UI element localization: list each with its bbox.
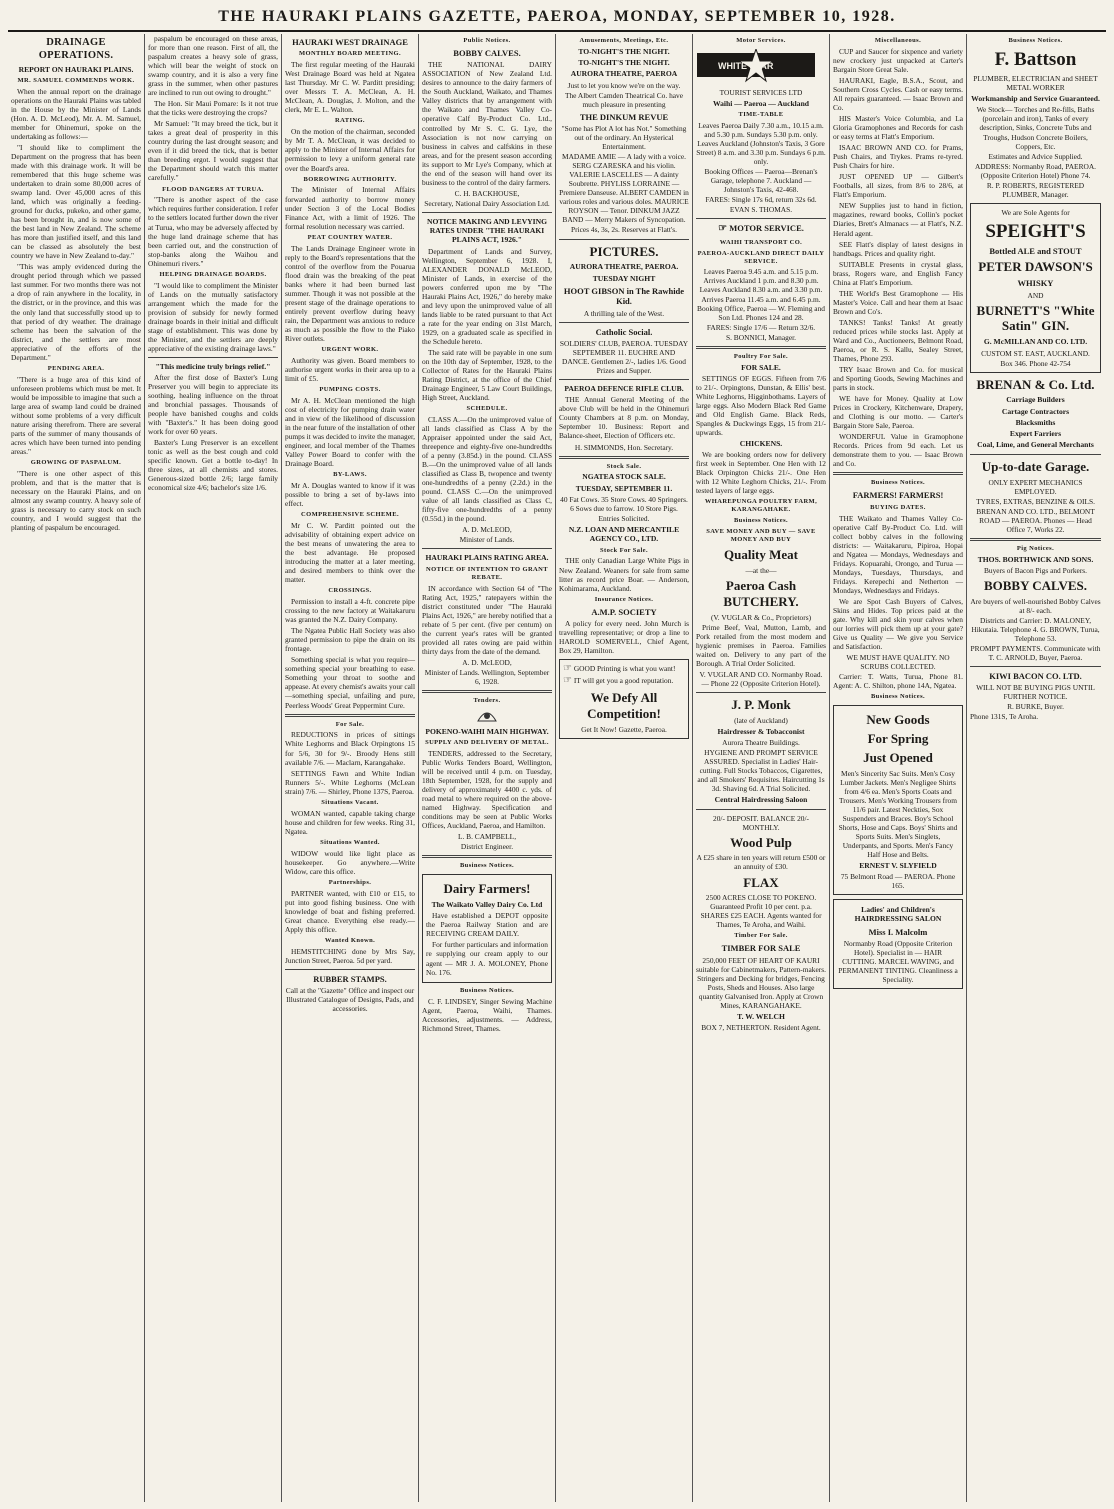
prices: Prices 4s, 3s, 2s. Reserves at Flatt's. <box>570 225 678 235</box>
paragraph: Something special is what you require—something special your breathing to ease. Something your throat to soothe and appease. At every chemist's awaits your call—something special, unfailing and pure, Peerless Woods' Great Peppermint Cure. <box>285 655 416 710</box>
section-label: Business Notices. <box>459 862 515 870</box>
subheading: FLOOD DANGERS AT TURUA. <box>162 185 264 193</box>
stock-list: 40 Fat Cows. 35 Store Cows. 40 Springers. 6 Sows due to farrow. 10 Store Pigs. <box>560 494 688 513</box>
paragraph: On the motion of the chairman, seconded by Mr T. A. McClean, it was decided to apply to the Minister of Internal Affairs for permission to levy a uniform general rate over the Board's area. <box>285 127 415 173</box>
ad-text: 20/- DEPOSIT. BALANCE 20/- MONTHLY. <box>713 813 809 832</box>
section-label: Partnerships. <box>328 878 372 886</box>
subheading: URGENT WORK. <box>321 345 379 353</box>
section-label: Business Notices. <box>1008 37 1063 44</box>
section-label: Situations Wanted. <box>320 838 380 846</box>
address: CUSTOM ST. EAST, AUCKLAND. <box>981 348 1090 358</box>
paragraph: Carrier: T. Watts, Turua, Phone 81. Agent: A. C. Shilton, phone 14A, Ngatea. <box>833 672 963 691</box>
ad-text <box>563 663 685 675</box>
ad-text: Booking Offices — Paeroa—Brenan's Garage, telephone 7. Auckland — Johnston's Taxis, 42-468. <box>704 167 818 195</box>
ad-text: Have established a DEPOT opposite the Paeroa Railway Station and are RECEIVING CREAM DAILY. <box>426 911 548 939</box>
classified-ad: SUITABLE Presents in crystal glass, brass, Rogers ware, and English Fancy China at Flatt's Emporium. <box>833 259 963 287</box>
fares: FARES: Single 17s 6d, return 32s 6d. <box>705 195 817 205</box>
paragraph: CLASS A.—On the unimproved value of all lands classified as Class A by the Appraiser appointed under the said Act, threepence and eighty-five one-hundredths of a penny (3.85d.) in the pound. CLASS B.—On the unimproved value of all lands classified as Class B, twopence and twenty one-hundredths of a penny (2.2d.) in the pound. CLASS C.—On the unimproved value of all lands classified as Class C, fifty-five one-hundredths of a penny (0.55d.) in the pound. <box>422 414 552 524</box>
paragraph: The said rate will be payable in one sum on the 10th day of September, 1928, to the Collector of Rates for the Hauraki Plains Rating District, at the office of the Chief Drainage Engineer, 5 Law Court Buildings, High Street, Auckland. <box>422 347 552 403</box>
ad-headline: J. P. Monk <box>731 696 791 712</box>
classified-ad: CUP and Saucer for sixpence and variety new crockery just unpacked at Carter's Bargain Store Great Sale. <box>833 46 963 74</box>
ad-headline: Quality Meat <box>723 547 798 563</box>
paragraph: Mr A. H. McClean mentioned the high cost of electricity for pumping drain water and in view of the likelihood of discussion in the near future of the installation of other pumps it was decided to invite the manager, engineer, and local member of the Thames Valley Power Board to confer with the Drainage Board. <box>285 395 415 469</box>
classified-ad: WIDOW would like light place as housekeeper. Go anywhere.—Write Widow, care this office. <box>285 848 415 876</box>
logo-text-left: WHITE STAR <box>718 60 774 71</box>
ad-headline: FARMERS! FARMERS! <box>852 490 944 501</box>
signature: EVAN S. THOMAS. <box>729 205 793 215</box>
phone: Phone 131S, Te Aroha. <box>970 712 1039 722</box>
ad-text: AND <box>1027 290 1044 300</box>
divider <box>422 212 552 213</box>
subheading: BORROWING AUTHORITY. <box>303 175 397 183</box>
ad-text: The Albert Camden Theatrical Co. have much pleasure in presenting <box>564 90 684 109</box>
paragraph: IN accordance with Section 64 of "The Rating Act, 1925," ratepayers within the district constituted under "The Hauraki Plains Act, 1926," are hereby notified that a rebate of 5 per cent. (five per centum) on the current year's rates will be granted provided all rates owing are paid within thirty days from the date of the demand. <box>422 583 552 656</box>
signature: WHAREPUNGA POULTRY FARM, KARANGAHAKE. <box>704 498 818 514</box>
masthead: THE HAURAKI PLAINS GAZETTE, PAEROA, MONDAY, SEPTEMBER 10, 1928. <box>8 4 1106 32</box>
paragraph: We are Spot Cash Buyers of Calves, Skins and Hides. Top prices paid at the gate. Why kill and skin your calves when our lorries will pick them up at your gate? Give us Quality — We give you Service and Satisfaction. <box>833 596 963 651</box>
ad-subheadline: The Waikato Valley Dairy Co. Ltd <box>431 900 543 910</box>
section-label: Wanted Known. <box>324 936 376 944</box>
notice-subtitle: TUESDAY, SEPTEMBER 11. <box>575 483 673 493</box>
notice-title: FOR SALE. <box>741 362 781 372</box>
paragraph: "I would like to compliment the Minister of Lands on the mutually satisfactory arrangement which the made for the provision of subsidy for newly formed drainage boards in their initial and difficult stage of establishment. This was done by the Minister, and the settlers are deeply appreciative of the existing drainage laws." <box>148 280 278 353</box>
column-1 <box>8 34 145 1502</box>
pointing-hand-icon: ☞ <box>563 663 572 674</box>
brand-subtitle: TOURIST SERVICES LTD <box>719 87 803 97</box>
divider <box>696 809 826 810</box>
timetable: Leaves Paeroa Daily 7.30 a.m., 10.15 a.m. and 5.30 p.m. Sundays 5.30 p.m. only. Leaves Auckland (Johnston's Taxis, 3 Gore Street) 8 a.m. and 3.30 p.m. Sundays 6 p.m. only. <box>696 121 826 167</box>
classified-ad: WOMAN wanted, capable taking charge house and children for few weeks. Ring 31, Ngatea. <box>285 808 415 836</box>
ad-text: (late of Auckland) <box>734 715 788 725</box>
section-label: Business Notices. <box>870 693 926 701</box>
address: BRENAN AND CO. LTD., BELMONT ROAD — PAEROA. Phones — Head Office 7, Works 22. <box>976 506 1095 534</box>
ad-headline: SPEIGHT'S <box>985 220 1086 242</box>
ad-headline: Just Opened <box>863 749 933 765</box>
paragraph: Authority was given. Board members to authorise urgent works in their area up to a limit of £5. <box>285 355 415 383</box>
ad-text: Buyers of Bacon Pigs and Porkers. <box>983 565 1088 575</box>
signature: L. B. CAMPBELL, <box>457 832 517 842</box>
classified-ad: SEE Flatt's display of latest designs in handbags. Prices and quality right. <box>833 239 963 258</box>
classified-ad: JUST OPENED UP — Gilbert's Footballs, all sizes, from 8/6 to 28/6, at Flatt's Emporium. <box>833 172 963 200</box>
ad-headline: Up-to-date Garage. <box>981 458 1090 474</box>
divider <box>285 714 415 717</box>
paragraph: "There is one other aspect of this problem, and that is the matter that is necessary on the Hauraki Plains, and on almost any swamp country. A heavy sole of grass is necessary to carry stock on such country, and I would suggest that the planting of paspalum be encouraged. <box>11 468 141 533</box>
notice-title: NOTICE MAKING AND LEVYING RATES UNDER "THE HAURAKI PLAINS ACT, 1926." <box>426 216 548 245</box>
service-line: Cartage Contractors <box>1001 406 1070 416</box>
notice-title: HAURAKI PLAINS RATING AREA. <box>425 553 549 563</box>
ad-text: Just to let you know we're on the way. <box>567 80 681 90</box>
column-8 <box>967 34 1104 1502</box>
signature: G. McMILLAN AND CO. LTD. <box>983 337 1088 347</box>
subheading: TIME-TABLE <box>738 111 784 119</box>
signature: N.Z. LOAN AND MERCANTILE AGENCY CO., LTD. <box>568 525 680 544</box>
ad-subheadline: Bottled ALE and STOUT <box>989 245 1082 256</box>
ad-text: Are buyers of well-nourished Bobby Calves at 8/- each. <box>970 596 1101 615</box>
ad-headline: RUBBER STAMPS. <box>313 973 387 984</box>
ad-text: We are Sole Agents for <box>1001 207 1070 217</box>
ad-text: Get It Now! Gazette, Paeroa. <box>581 725 667 735</box>
column-7 <box>830 34 967 1502</box>
column-6 <box>693 34 830 1502</box>
product-list: Men's Sincerity Sac Suits. Men's Cosy Lumber Jackets. Men's Negligee Shirts from 4/6 ea. Men's Sports Coats and Trousers. Men's Working Trousers from 11/6 pair. Latest Neckties, Sox Suspenders and Braces. Boy's School Shorts, Hose and Caps. Boys' Shirts and Sports Suits. Men's Singlets, Underpants, and Sports. Men's Fancy Half Hose and Belts. <box>838 768 958 859</box>
section-label: Stock Sale. <box>606 462 642 470</box>
ad-headline: "This medicine truly brings relief." <box>155 361 271 371</box>
ad-text: A thrilling tale of the West. <box>583 308 665 318</box>
divider <box>970 454 1101 455</box>
section-label: Motor Services. <box>736 37 786 44</box>
divider <box>970 666 1101 667</box>
subheading: CROSSINGS. <box>328 587 372 595</box>
service-line: Carriage Builders <box>1006 395 1065 405</box>
paragraph: The Hon. Sir Maui Pomare: Is it not true that the ticks were destroying the crops? <box>148 99 278 118</box>
signature: R. P. ROBERTS, REGISTERED PLUMBER, Manager. <box>986 180 1085 199</box>
ad-headline: PICTURES. <box>589 243 659 259</box>
divider <box>422 855 552 858</box>
paragraph: Mr Samuel: "It may breed the tick, but it takes a great deal of prosperity in this country during the last drought season; and even if it did breed the tick, that is better than breeding ergot. I would suggest that the Department should watch this matter carefully." <box>148 119 278 183</box>
signature-title: District Engineer. <box>460 842 514 852</box>
classified-ad: THE only Canadian Large White Pigs in New Zealand. Weaners for sale from same litter as record price Boar. — Anderson, Kohimarama, Auckland. <box>559 556 689 593</box>
section-label: Insurance Notices. <box>594 595 654 603</box>
venue: AURORA THEATRE, PAEROA. <box>569 262 679 272</box>
subheading: GROWING OF PASPALUM. <box>30 458 122 466</box>
divider <box>696 346 826 349</box>
signature: R. BURKE, Buyer. <box>1007 702 1064 712</box>
paragraph: After the first dose of Baxter's Lung Preserver you will begin to appreciate its soothing, healing influence on the throat and bronchial passages. Thousands of people have banished coughs and colds with "Baxter's." It has been doing good work for over 60 years. <box>148 373 278 437</box>
ad-text: SOLDIERS' CLUB, PAEROA. TUESDAY SEPTEMBER 11. EUCHRE AND DANCE. Gentlemen 2/-, ladies 1/6. Good Prizes and Supper. <box>559 338 689 376</box>
section-label: Business Notices. <box>459 986 515 994</box>
paragraph: TENDERS, addressed to the Secretary, Public Works Tenders Board, Wellington, will be received until 4 p.m. on Tuesday, 18th September, 1928, for the supply and delivery of approximately 4400 c. yds. of road metal to where required on the above-named Highway. Specification and conditions may be seen at Public Works Offices, Auckland, Paeroa, and Hamilton. <box>422 748 552 831</box>
signature: ERNEST V. SLYFIELD <box>859 860 937 870</box>
ad-text: "Some has Plot A lot has Not." Something out of the ordinary. An Hysterical Entertainment. <box>561 124 687 152</box>
phone: Box 346. Phone 42-754 <box>1000 358 1071 368</box>
signature-title: Minister of Lands. Wellington, September 6, 1928. <box>424 667 550 686</box>
ad-headline: TO-NIGHT'S THE NIGHT. <box>578 46 670 56</box>
subheading: PUMPING COSTS. <box>319 385 381 393</box>
paragraph: Mr C. W. Parditt pointed out the advisability of obtaining expert advice on the best means of unwatering the area to the best advantage. He proposed introducing the matter at a later meeting, and desired members to think over the matter. <box>285 521 415 585</box>
divider <box>970 538 1101 541</box>
subheading: PEAT COUNTRY WATER. <box>307 233 393 241</box>
notice-subtitle: NOTICE OF INTENTION TO GRANT REBATE. <box>426 565 548 581</box>
divider <box>559 379 689 380</box>
ad-headline: THOS. BORTHWICK AND SONS. <box>977 554 1094 564</box>
ad-headline: FLAX <box>743 874 779 890</box>
paragraph: Prime Beef, Veal, Mutton, Lamb, and Pork retailed from the most modern and hygienic premises in Paeroa. Families waited on. Delivery to any part of the Borough. A Trial Order Solicited. <box>696 622 826 668</box>
section-label: Business Notices. <box>870 479 926 487</box>
signature: V. VUGLAR AND CO. Normanby Road. — Phone 22 (Opposite Criterion Hotel). <box>699 669 823 688</box>
notice-subtitle: SUPPLY AND DELIVERY OF METAL. <box>425 739 549 747</box>
signature: A. D. McLEOD, <box>462 525 512 535</box>
ad-headline: Paeroa Cash BUTCHERY. <box>723 577 799 609</box>
ad-text: 250,000 FEET OF HEART OF KAURI suitable for Cabinetmakers, Pattern-makers. Stringers and Decking for bridges, Fencing Posts, Sheds and Houses. Also large quantity Galvanised Iron. Apply at Crown Mines, KARANGAHAKE. <box>696 955 826 1010</box>
paragraph: Department of Lands and Survey, Wellington, September 6, 1928. I, ALEXANDER DONALD McLEOD, Minister of Lands, in exercise of the powers conferred upon me by "The Hauraki Plains Act, 1926," do hereby make and levy upon the unimproved value of all lands liable to be rated pursuant to that Act a rate for the year ending on 31st March, 1929, on a graduated scale as specified in the Schedule hereto. <box>422 246 552 346</box>
notice-title: CHICKENS. <box>739 439 783 449</box>
signature: T. W. WELCH <box>737 1011 785 1021</box>
classified-ad: HAURAKI, Eagle, B.S.A., Scout, and Southern Cross Cycles. Cash or easy terms. All repairs guaranteed. — Isaac Brown and Co. <box>833 76 963 113</box>
paragraph: The first regular meeting of the Hauraki West Drainage Board was held at Ngatea last Thursday. Mr C. W. Parditt presiding; over Messrs T. A. McClean, A. H. McClean, A. Douglas, J. Molton, and the clerk, Mr E. L. Walton. <box>285 60 415 115</box>
subheading: COMPREHENSIVE SCHEME. <box>301 511 399 519</box>
column-4 <box>419 34 556 1502</box>
classified-ad: REDUCTIONS in prices of sittings White Leghorns and Black Orpingtons 15 for 5/6, 30 for 9/-. Broody Hens still available 7/6. — Maclarn, Karangahake. <box>285 730 415 767</box>
service-line: Coal, Lime, and General Merchants <box>977 440 1094 450</box>
ad-text: WILL NOT BE BUYING PIGS UNTIL FURTHER NOTICE. <box>976 683 1095 702</box>
divider <box>148 357 278 358</box>
ad-text: PROMPT PAYMENTS. Communicate with T. C. ARNOLD, Buyer, Paeroa. <box>970 643 1101 662</box>
classified-ad: THE World's Best Gramophone — His Master's Voice. Call and hear them at Isaac Brown and Co's. <box>833 288 963 316</box>
classified-ad: ISAAC BROWN AND CO. for Prams, Push Chairs, and Trykes. Prams re-tyred. Push Chairs for hire. <box>833 143 963 171</box>
ad-headline: For Spring <box>867 730 929 746</box>
signature-title: BOX 7, NETHERTON. Resident Agent. <box>701 1023 821 1033</box>
crest-icon <box>422 707 552 725</box>
venue: AURORA THEATRE, PAEROA <box>570 69 678 79</box>
ad-headline: A.M.P. SOCIETY <box>591 606 657 617</box>
subheading: HELPING DRAINAGE BOARDS. <box>159 270 267 278</box>
section-label: Miscellaneous. <box>874 37 922 44</box>
divider <box>833 472 963 475</box>
ad-headline: F. Battson <box>994 48 1077 70</box>
cast-list: MADAME AMIE — A lady with a voice. SERG CZARESKA and his violin. VALERIE LASCELLES — A dainty Soubrette. PHYLISS LORRAINE — Premiere Danseuse. ALBERT CAMDEN in various roles and various doles. MAURICE ROYSON — Tenor. DINKUM JAZZ BAND — Merry Makers of Syncopation. <box>559 152 689 225</box>
white-star-logo <box>696 49 816 83</box>
article-title: DRAINAGE OPERATIONS. <box>38 37 114 61</box>
divider <box>559 322 689 323</box>
ad-text: Call at the "Gazette" Office and inspect our Illustrated Catalogue of Designs, Pads, and accessories. <box>285 986 415 1014</box>
service-line: Blacksmiths <box>1015 417 1056 427</box>
ad-headline: Catholic Social. <box>595 326 653 337</box>
ad-text: WE MUST HAVE QUALITY. NO SCRUBS COLLECTED. <box>846 652 950 671</box>
classified-ad: PARTNER wanted, with £10 or £15, to put into good fishing business. One with knowledge of boat and fishing preferred. Great chance. Everything else ready.—Apply this office. <box>285 888 415 934</box>
paragraph: The Ngatea Public Hall Society was also granted permission to pipe the drain on its frontage. <box>285 626 415 654</box>
ad-text: A £25 share in ten years will return £500 or an annuity of £30. <box>696 853 826 872</box>
signature-title: Secretary, National Dairy Association Ltd. <box>424 198 550 208</box>
divider <box>285 969 415 970</box>
paragraph: paspalum be encouraged on these areas, for more than one reason. First of all, the paspalum creates a heavy sole of grass, which will bear the weight of stock on swamp country, and it is also a very fine grass in the summer, when other pastures are inclined to run out owing to drought." <box>148 34 278 98</box>
classified-ad: TRY Isaac Brown and Co. for musical and Sporting Goods, Sewing Machines and parts in stock. <box>833 364 963 393</box>
classified-ad: C. F. LINDSEY, Singer Sewing Machine Agent, Paeroa, Waihi, Thames. Accessories, adjustments. — Address, Richmond Street, Thames. <box>422 996 552 1033</box>
ad-headline <box>696 223 826 235</box>
ad-headline: KIWI BACON CO. LTD. <box>989 671 1082 681</box>
divider <box>559 239 689 240</box>
classified-ad: WE have for Money. Quality at Low Prices in Crockery, Kitchenware, Drapery, and Clothing is our motto. — Carter's Bargain Store Sale, Paeroa. <box>833 394 963 431</box>
timetable: Leaves Paeroa 9.45 a.m. and 5.15 p.m. Arrives Auckland 1 p.m. and 8.30 p.m. Leaves Auckland 8.30 a.m. and 3.30 p.m. Arrives Paeroa 11.45 a.m. and 6.45 p.m. Booking Office, Paeroa — W. Fleming and Son Ltd. Phones 124 and 28. <box>697 267 825 322</box>
ad-text: Aurora Theatre Buildings. <box>722 738 800 748</box>
signature: C. H. BACKHOUSE, <box>454 188 520 198</box>
ad-headline: BURNETT'S "White Satin" GIN. <box>976 302 1095 334</box>
subheading: BUYING DATES. <box>870 503 926 511</box>
classified-ad: NEW Supplies just to hand in fiction, magazines, reward books, Collin's pocket Diaries, Brett's Almanacs — at Flatt's, N.Z. Herald agent. <box>833 201 963 238</box>
service-line: Expert Farriers <box>1009 429 1062 439</box>
ad-text: 2500 ACRES CLOSE TO POKENO. Guaranteed Profit 10 per cent. p.a. SHARES £25 EACH. Agents wanted for Thames, Te Aroha, and Waihi. <box>700 893 822 930</box>
classified-ad: SETTINGS OF EGGS. Fifteen from 7/6 to 21/-. Orpingtons, Dunstan, & Ellis' best. White Leghorns, Higginbothams. Layers of large eggs. Also Modern Black Red Game and Old English Game. Black Reds, Spangles & Duckwings Eggs, 15 from 21/- upwards. <box>696 373 826 438</box>
ad-text: For further particulars and information re supplying our cream apply to our agent — MR J. A. MOLONEY, Phone No. 176. <box>426 940 548 977</box>
subheading: PAEROA-AUCKLAND DIRECT DAILY SERVICE. <box>697 249 825 265</box>
paragraph: "I should like to compliment the Department on the progress that has been made with this drainage work. It will be remembered that this huge scheme was undertaken to drain some 80,000 acres of swamp land. Over 45,000 acres of this land, which was originally a feeding-ground for ducks, pukeko, and other game, has been brought in, and is now some of the best land in New Zealand. The scheme has more than justified itself, and this land can be classed as absolutely the best country we have in New Zealand to-day." <box>11 142 141 261</box>
ad-text: Estimates and Advice Supplied. <box>988 151 1083 161</box>
section-label: Business Notices. <box>733 517 789 525</box>
article-subtitle: MONTHLY BOARD MEETING. <box>298 50 402 58</box>
section-label: Situations Vacant. <box>321 798 379 806</box>
ad-headline: BRENAN & Co. Ltd. <box>976 376 1095 392</box>
column-3 <box>282 34 419 1502</box>
section-label: Timber For Sale. <box>734 932 788 940</box>
ad-headline: Miss I. Malcolm <box>868 926 928 937</box>
paragraph: Permission to install a 4-ft. concrete pipe crossing to the new factory at Waitakaruru was granted the N.Z. Dairy Company. <box>285 597 415 625</box>
signature: H. SIMMONDS, Hon. Secretary. <box>574 442 674 452</box>
ad-headline: We Defy All Competition! <box>587 690 661 722</box>
subheading: BY-LAWS. <box>333 471 367 479</box>
ad-headline: TO-NIGHT'S THE NIGHT. <box>578 58 670 68</box>
fares: FARES: Single 17/6 — Return 32/6. <box>706 322 816 332</box>
ad-headline: Hairdresser & Tobacconist <box>717 726 805 736</box>
notice-title: PAEROA DEFENCE RIFLE CLUB. <box>564 384 684 394</box>
ad-text: Entries Solicited. <box>598 514 650 524</box>
article-title: HAURAKI WEST DRAINAGE <box>292 37 408 47</box>
section-label: Public Notices. <box>463 37 511 44</box>
section-label: Stock For Sale. <box>600 546 648 554</box>
signature: S. BONNICI, Manager. <box>726 332 796 342</box>
ad-subheadline: WHISKY <box>1017 278 1054 289</box>
article-subtitle: REPORT ON HAURAKI PLAINS. <box>18 64 134 74</box>
address: ADDRESS: Normanby Road, PAEROA. (Opposite Criterion Hotel) Phone 74. <box>974 161 1097 180</box>
section-label: For Sale. <box>335 720 365 728</box>
divider <box>422 548 552 549</box>
paragraph: The Lands Drainage Engineer wrote in reply to the Board's representations that the control of the overflow from the Pouarua flood drain was the breaking of the peat banks where it had been burned last summer. Though it was not possible at the present stage of the drainage operations to entirely prevent overflow during heavy rain, the Department was anxious to reduce as much as possible the flow to the Piako River outlets. <box>285 243 415 343</box>
ad-headline: Dairy Farmers! <box>443 881 531 897</box>
paragraph: "There is another aspect of the case which requires further consideration. I refer to the settlers located further down the river at Turua, who may be adversely affected by the huge land drainage scheme that has been carried out, and the construction of stop-banks along the Waihou and Ohinemuri rivers." <box>148 195 278 268</box>
section-label: Pig Notices. <box>1016 544 1055 552</box>
notice-title: POKENO-WAIHI MAIN HIGHWAY. <box>425 726 549 736</box>
ad-headline: SAVE MONEY AND BUY — SAVE MONEY AND BUY <box>706 528 816 544</box>
film-title: HOOT GIBSON in The Rawhide Kid. <box>563 285 685 307</box>
notice-title: BOBBY CALVES. <box>453 47 521 58</box>
ad-headline: BOBBY CALVES. <box>983 577 1088 593</box>
paragraph: Baxter's Lung Preserver is an excellent tonic as well as the best cough and cold specific known. Get a bottle to-day! In three sizes, at all chemists and stores. Generous-sized bottle 2/6; large family economical size 4/6; bachelor's size 1/6. <box>148 438 278 493</box>
subheading: PENDING AREA. <box>47 364 105 372</box>
ad-text: Districts and Carrier: D. MALONEY, Hikutaia. Telephone 4. G. BROWN, Turua, Telephone 53. <box>971 615 1100 643</box>
paragraph: When the annual report on the drainage operations on the Hauraki Plains was tabled in the House by the Minister of Lands (Hon. A. D. McLeod), Mr. A. M. Samuel, member for Ohinemuri, spoke on the undertaking as follows:— <box>11 86 141 141</box>
classified-ad: We are booking orders now for delivery first week in September. One Hen with 12 Black Orpington Chicks 21/-. One Hen with 12 White Leghorn Chicks, 21/-. From tested layers of large eggs. <box>696 450 826 496</box>
signature: A. D. McLEOD, <box>462 657 512 667</box>
route: Waihi — Paeroa — Auckland <box>712 98 810 108</box>
classified-ad: WONDERFUL Value in Gramophone Records. Prices from 9d each. Let us demonstrate them to you. — Isaac Brown and Co. <box>833 432 963 469</box>
ad-text: PLUMBER, ELECTRICIAN and SHEET METAL WORKER <box>973 74 1098 93</box>
section-label: Poultry For Sale. <box>733 352 789 360</box>
ad-text: Normanby Road (Opposite Criterion Hotel). Specialist in — HAIR CUTTING. MARCEL WAVING, and PERMANENT TINTING. Cleanliness a Speciality. <box>838 939 958 985</box>
subheading: RATING. <box>335 117 365 125</box>
divider <box>696 218 826 219</box>
ad-headline: Wood Pulp <box>730 834 792 850</box>
paragraph: THE Waikato and Thames Valley Co-operative Calf By-Product Co. Ltd. will collect bobby calves in the following districts: — Waitakaruru, Pipiroa, Hopai and Ngatea — Mondays, Wednesdays and Fridays. Kopuarahi, Orongo, and Turua — Mondays, Tuesdays, Thursdays, and Fridays. Kerepechi and Netherton — Mondays, Wednesdays and Fridays. <box>833 513 963 595</box>
ad-headline: Ladies' and Children's HAIRDRESSING SALON <box>854 905 942 924</box>
subheading: WAIHI TRANSPORT CO. <box>719 238 803 246</box>
classified-ad: TANKS! Tanks! Tanks! At greatly reduced prices while stocks last. Apply at Ward and Co., Auctioneers, Belmont Road, Paeroa, or R. S. Kallu, Sealey Street, Thames, Phone 293. <box>833 317 963 363</box>
column-2 <box>145 34 282 1502</box>
divider <box>422 690 552 693</box>
stock-list: We Stock— Torches and Re-fills, Baths (porcelain and iron), Tanks of every description, Sinks, Concrete Tubs and Troughs, Hudson Concrete Boilers, Coppers, Etc. <box>976 105 1095 151</box>
show-title: THE DINKUM REVUE <box>579 111 669 122</box>
pointing-hand-icon: ☞ <box>563 675 572 687</box>
divider <box>559 456 689 459</box>
ad-text: GOOD Printing is what you want! <box>573 664 676 673</box>
ad-text: A policy for every need. John Murch is travelling representative; or drop a line to HAROLD SOMERVELL, Chief Agent, Box 29, Hamilton. <box>559 618 689 655</box>
signature-title: 75 Belmont Road — PAEROA. Phone 165. <box>840 872 956 891</box>
ad-text: HYGIENE AND PROMPT SERVICE ASSURED. Specialist in Ladies' Hair-cutting. Full Stocks Tobaccos, Cigarettes, and all Smokers' Requisites. Haircutting 1s 3d. Shaving 6d. A Trial Solicited. <box>697 748 825 794</box>
subheading: SCHEDULE. <box>466 405 508 413</box>
ad-text: —at the— <box>745 565 777 575</box>
paragraph: The Minister of Internal Affairs forwarded authority to borrow money under Section 3 of the Local Bodies Finance Act, with a limit of 1926. The formal resolution necessary was carried. <box>285 185 415 231</box>
ad-headline: New Goods <box>866 712 930 728</box>
classified-ad: HIS Master's Voice Columbia, and La Gloria Gramophones and Records for cash or easy terms at Flatt's Emporium. <box>833 114 963 142</box>
article-subtitle: MR. SAMUEL COMMENDS WORK. <box>17 76 135 84</box>
ad-text: (V. VUGLAR & Co., Proprietors) <box>710 612 812 622</box>
signature-title: Minister of Lands. <box>459 535 515 545</box>
ad-headline-text: MOTOR SERVICE. <box>729 223 804 234</box>
ad-subheadline: Workmanship and Service Guaranteed. <box>971 94 1100 104</box>
ad-text: IT will get you a good reputation. <box>573 676 674 686</box>
paragraph: "There is a huge area of this kind of unforeseen problems which must be met. It would be impossible to imagine that such a large area of swamp land could be drained without some problems of a very difficult nature arising therefrom. There are several parts of the summer of many thousands of acres which have been turned into pending areas." <box>11 374 141 456</box>
columns <box>8 34 1106 1502</box>
paragraph: Mr A. Douglas wanted to know if it was possible to bring a set of by-laws into effect. <box>285 481 415 509</box>
ad-subheadline: TUESDAY NIGHT <box>592 273 656 283</box>
paragraph: "This was amply evidenced during the drought period through which we passed last summer. For two months there was not a drop of rain anywhere in the locality, in the district, or in the province, and this was the only land that successfully stood up to that period of dry weather. The drainage scheme has been the salvation of the district, and the settlers are most appreciative of the efforts of the Department." <box>11 262 141 362</box>
section-label: Amusements, Meetings, Etc. <box>579 37 669 44</box>
paragraph: THE NATIONAL DAIRY ASSOCIATION of New Zealand Ltd. desires to announce to the dairy farmers of the South Auckland, Waikato, and Thames Valley districts that by arrangement with the Waikato and Thames Valley Co-operative Calf By-Product Co. Ltd., controlled by Mr S. C. G. Lye, the Association is not now carrying on business in calves and calfskins in these areas, and for the present season according its support to Mr Lye's Company, which at the end of the season will hand over its business to the control of the dairy farmers. <box>422 60 552 187</box>
ad-headline: PETER DAWSON'S <box>978 259 1093 275</box>
pointing-hand-icon: ☞ <box>718 223 728 235</box>
section-label: Tenders. <box>473 696 501 704</box>
ad-headline: TIMBER FOR SALE <box>721 943 801 954</box>
ad-text: TYRES, EXTRAS, BENZINE & OILS. <box>976 496 1095 506</box>
classified-ad: SETTINGS Fawn and White Indian Runners 5/-. White Leghorns (McLean strain) 7/6. — Shirley, Phone 137S, Paeroa. <box>285 768 415 796</box>
ad-text: ONLY EXPERT MECHANICS EMPLOYED. <box>988 477 1083 496</box>
classified-ad: HEMSTITCHING done by Mrs Say, Junction Street, Paeroa. 5d per yard. <box>285 946 415 965</box>
notice-title: NGATEA STOCK SALE. <box>582 472 666 482</box>
ad-text <box>563 675 685 687</box>
paragraph: THE Annual General Meeting of the above Club will be held in the Ohinemuri County Chambers at 8 p.m. on Monday, September 10. Business: Report and Balance-sheet, Election of Officers etc. <box>559 395 689 441</box>
column-5 <box>556 34 693 1502</box>
ad-headline: Central Hairdressing Saloon <box>714 795 808 805</box>
divider <box>696 692 826 693</box>
